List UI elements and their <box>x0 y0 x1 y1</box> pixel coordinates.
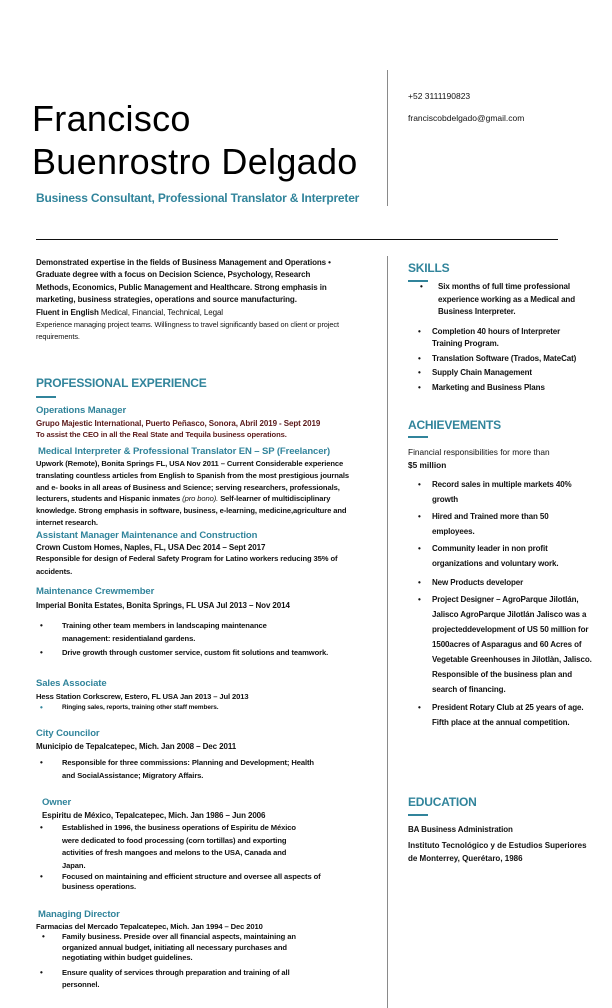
achievement-item: • Community leader in non profit organizations and voluntary work. <box>418 544 559 568</box>
job-maintenance-crewmember <box>36 586 366 660</box>
education-heading-underline <box>408 814 428 816</box>
job-assistant-manager <box>36 530 346 578</box>
skill-item: • Translation Software (Trados, MateCat) <box>418 353 577 363</box>
education-degree: BA Business Administration <box>408 825 513 834</box>
job-bullet: • Ensure quality of services through preparation and training of all personnel. <box>40 967 290 989</box>
job-medical-interpreter <box>36 446 352 529</box>
summary-experience: Experience managing project teams. Willingness to travel significantly based on client or project requirements. <box>36 320 339 342</box>
job-managing-director <box>36 909 356 992</box>
job-title: City Councilor <box>36 728 100 739</box>
job-org: Farmacias del Mercado Tepalcatepec, Mich. Jan 1994 – Dec 2010 <box>36 922 263 931</box>
job-title: Medical Interpreter & Professional Translator EN – SP (Freelancer) <box>38 446 331 457</box>
job-org: Crown Custom Homes, Naples, FL, USA Dec 2014 – Sept 2017 <box>36 543 266 552</box>
job-bullet: • Responsible for three commissions: Planning and Development; Health and SocialAssistance; Migratory Affairs. <box>40 758 314 780</box>
skills-heading-underline <box>408 280 428 282</box>
job-org: Imperial Bonita Estates, Bonita Springs, FL USA Jul 2013 – Nov 2014 <box>36 601 290 610</box>
skill-item: • Supply Chain Management <box>418 368 532 377</box>
column-divider <box>387 256 388 1008</box>
job-bullet: • Training other team members in landscaping maintenance management: residentialand gardens. <box>40 621 267 643</box>
job-description: Responsible for design of Federal Safety Program for Latino workers reducing 35% of accidents. <box>36 554 338 576</box>
experience-heading-underline <box>36 396 56 398</box>
job-title: Operations Manager <box>36 405 127 416</box>
job-title: Sales Associate <box>36 678 107 689</box>
achievement-item: • New Products developer <box>418 578 524 587</box>
job-title: Owner <box>42 797 72 808</box>
job-bullet: • Drive growth through customer service, custom fit solutions and teamwork. <box>40 648 329 657</box>
phone-number: +52 3111190823 <box>408 91 471 101</box>
fluent-label: Fluent in English <box>36 307 99 317</box>
achievements-heading: ACHIEVEMENTS <box>408 418 501 432</box>
job-org: Hess Station Corkscrew, Estero, FL USA Jan 2013 – Jul 2013 <box>36 692 249 701</box>
job-bullet: • Focused on maintaining and efficient structure and oversee all aspects of business operations. <box>40 872 321 891</box>
job-bullet: • Ringing sales, reports, training other staff members. <box>40 703 219 712</box>
skill-item: • Completion 40 hours of Interpreter Training Program. <box>418 326 561 348</box>
achievement-item: • President Rotary Club at 25 years of age. Fifth place at the annual competition. <box>418 703 584 727</box>
job-owner <box>36 797 356 892</box>
skills-heading: SKILLS <box>408 261 450 275</box>
pro-bono-note: (pro bono). <box>182 494 219 504</box>
skill-item: • Six months of full time professional experience working as a Medical and Business Interpreter. <box>420 282 576 316</box>
header-divider <box>387 70 388 206</box>
achievements-intro: Financial responsibilities for more than $5 million <box>408 447 550 470</box>
job-title: Managing Director <box>38 909 120 920</box>
job-org: Espiritu de México, Tepalcatepec, Mich. Jan 1986 – Jun 2006 <box>42 811 266 820</box>
job-description: To assist the CEO in all the Real State and Tequila business operations. <box>36 430 287 439</box>
achievement-item: • Hired and Trained more than 50 employees. <box>418 512 549 536</box>
job-bullet: • Family business. Preside over all financial aspects, maintaining an organized annual budget, initiating all necessary purchases and negotiating within budget guidelines. <box>42 932 296 962</box>
job-title: Maintenance Crewmember <box>36 586 155 597</box>
name-first: Francisco <box>32 98 191 139</box>
job-title: Assistant Manager Maintenance and Construction <box>36 530 258 541</box>
header-rule <box>36 239 558 240</box>
job-operations-manager <box>36 405 356 442</box>
job-city-councilor <box>36 728 356 782</box>
education-heading: EDUCATION <box>408 795 477 809</box>
job-org: Municipio de Tepalcatepec, Mich. Jan 2008 – Dec 2011 <box>36 742 237 751</box>
achievement-item: • Project Designer – AgroParque Jilotlán, Jalisco AgroParque Jilotlán Jalisco was a projecteddevelopment of US 50 million for 1500acres of Asparagus and 60 Acres of Vegetable Greenhouses in Jilotlàn, Jalisco. Responsible of the business plan and search of financing. <box>418 595 592 694</box>
summary <box>36 257 346 343</box>
job-bullet: • Established in 1996, the business operations of Espiritu de México were dedicated to food processing (corn tortillas) and exporting activities of fresh mangoes and melons to the USA, Canada and Japan. <box>40 823 296 870</box>
education-school: Instituto Tecnológico y de Estudios Superiores de Monterrey, Querétaro, 1986 <box>408 841 587 863</box>
job-sales-associate <box>36 678 356 715</box>
job-description-extra: Self-learner of multidisciplinary knowledge. Strong emphasis in software, business, e-learning, medicine,agriculture and internet research. <box>36 494 347 527</box>
email-address: franciscobdelgado@gmail.com <box>408 113 525 123</box>
fluent-fields: Medical, Financial, Technical, Legal <box>98 307 223 317</box>
achievement-item: • Record sales in multiple markets 40% growth <box>418 480 572 504</box>
experience-heading: PROFESSIONAL EXPERIENCE <box>36 376 207 390</box>
professional-subtitle: Business Consultant, Professional Translator & Interpreter <box>36 191 360 205</box>
name-last: Buenrostro Delgado <box>32 141 358 182</box>
job-org: Grupo Majestic International, Puerto Peñasco, Sonora, Abril 2019 - Sept 2019 <box>36 419 321 428</box>
summary-paragraph: Demonstrated expertise in the fields of Business Management and Operations • Graduate degree with a focus on Decision Science, Psychology, Research Methods, Economics, Public Management and Healthcare. Strong emphasis in marketing, business strategies, operations and source manufacturing. <box>36 258 331 305</box>
achievements-heading-underline <box>408 436 428 438</box>
job-org: Upwork (Remote), Bonita Springs FL, USA Nov 2011 – Current <box>36 459 254 468</box>
job-description: Considerable experience translating countless articles from English to Spanish from the most prestigious journals and e- books in all areas of Business and Science; serving researchers, professionals, lecturers, students and Hispanic inmates <box>36 459 350 504</box>
skill-item: • Marketing and Business Plans <box>418 382 545 392</box>
